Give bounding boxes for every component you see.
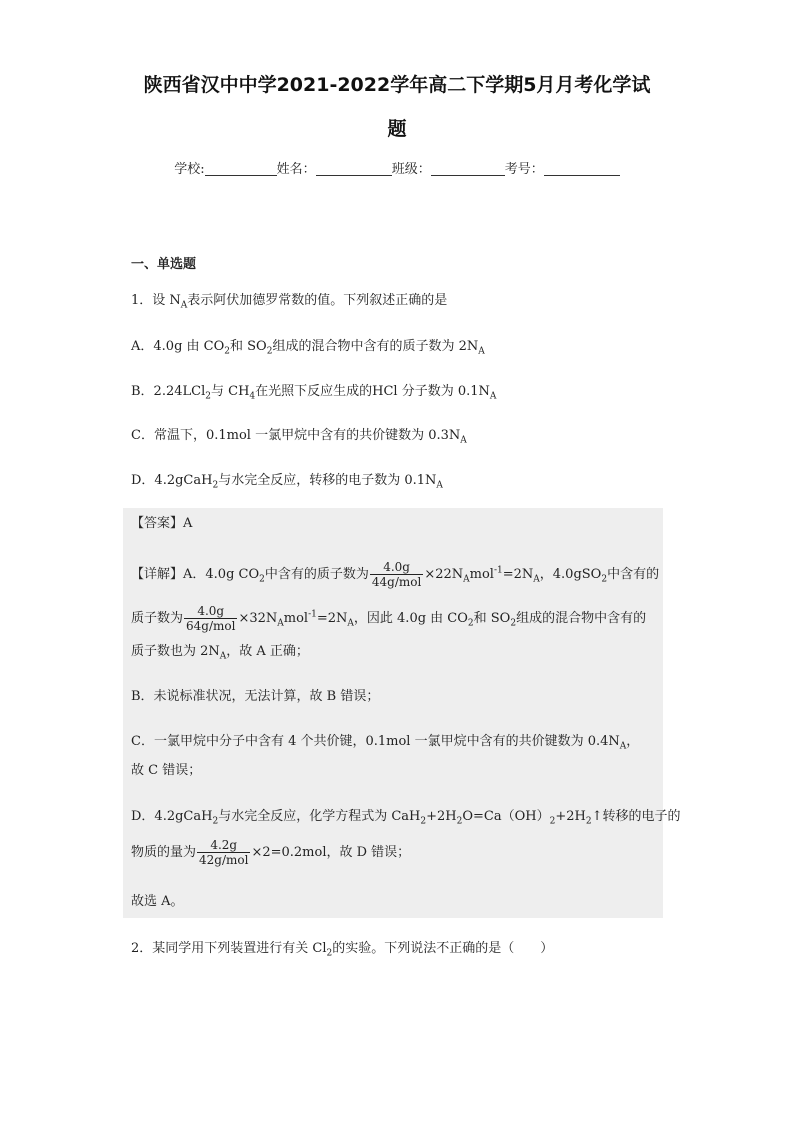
fraction-3: $\frac{4.2g}{\text{42g/mol}}$ <box>199 838 249 867</box>
detail-line-3: 质子数也为 $2N_A$，故 A 正确； <box>131 644 309 662</box>
section-heading: 一、单选题 <box>131 257 197 272</box>
q1-option-a: A．4.0g 由 $CO_2$和 $SO_2$组成的混合物中含有的质子数为 $2N_A$ <box>131 339 485 357</box>
detail-line-1: 【详解】A．4.0g $CO_2$中含有的质子数为 $\frac{4.0g}{\text{44g/mol}}$ $\times 22N_Amol^{-1}=2N_A$，4.0gSO$_2$中含有的 <box>131 560 660 589</box>
class-label: 班级： <box>391 162 431 177</box>
q2-stem: 2．某同学用下列装置进行有关 $Cl_2$的实验。下列说法不正确的是（ ） <box>131 941 554 959</box>
school-blank[interactable] <box>205 161 277 176</box>
q1-stem: 1．设 $N_A$表示阿伏加德罗常数的值。下列叙述正确的是 <box>131 293 448 311</box>
q1-option-d: D．4.2gCaH$_2$与水完全反应，转移的电子数为 $0.1N_A$ <box>131 473 443 491</box>
number-label: 考号： <box>504 162 544 177</box>
fraction-1: $\frac{4.0g}{\text{44g/mol}}$ <box>371 560 422 589</box>
q1-option-b: B．2.24LCl$_2$与 $CH_4$在光照下反应生成的HCl 分子数为 $0.1N_A$ <box>131 384 497 402</box>
detail-b-line: B．未说标准状况，无法计算，故 B 错误； <box>131 689 380 704</box>
answer-conclusion: 故选 A。 <box>131 894 184 909</box>
detail-d-line-1: D．4.2gCaH$_2$与水完全反应，化学方程式为 $CaH_2+2H_2O=Ca(OH)_2+2H_2↑$转移的电子的 <box>131 809 681 827</box>
answer-label: 【答案】A <box>131 516 193 531</box>
detail-c-line-2: 故 C 错误； <box>131 763 202 778</box>
fraction-2: $\frac{4.0g}{\text{64g/mol}}$ <box>186 604 236 633</box>
class-blank[interactable] <box>431 161 505 176</box>
school-label: 学校: <box>174 162 205 177</box>
detail-d-line-2: 物质的量为 $\frac{4.2g}{\text{42g/mol}}$ ×2=0.2mol，故 D 错误； <box>131 838 411 867</box>
number-blank[interactable] <box>544 161 620 176</box>
detail-line-2: 质子数为 $\frac{4.0g}{\text{64g/mol}}$ $\times 32N_Amol^{-1}=2N_A$，因此 4.0g 由 $CO_2$和 $SO_2$组成的混合物中含有的 <box>131 604 647 633</box>
name-label: 姓名： <box>276 162 316 177</box>
student-info-line <box>0 158 794 177</box>
detail-c-line-1: C．一氯甲烷中分子中含有 4 个共价键，0.1mol 一氯甲烷中含有的共价键数为 $0.4N_A$， <box>131 734 640 752</box>
name-blank[interactable] <box>316 161 392 176</box>
document-title-line1: 陕西省汉中中学2021-2022学年高二下学期5月月考化学试 <box>143 74 651 96</box>
document-title-line2: 题 <box>387 118 407 140</box>
q1-option-c: C．常温下，0.1mol 一氯甲烷中含有的共价键数为 $0.3N_A$ <box>131 428 467 446</box>
